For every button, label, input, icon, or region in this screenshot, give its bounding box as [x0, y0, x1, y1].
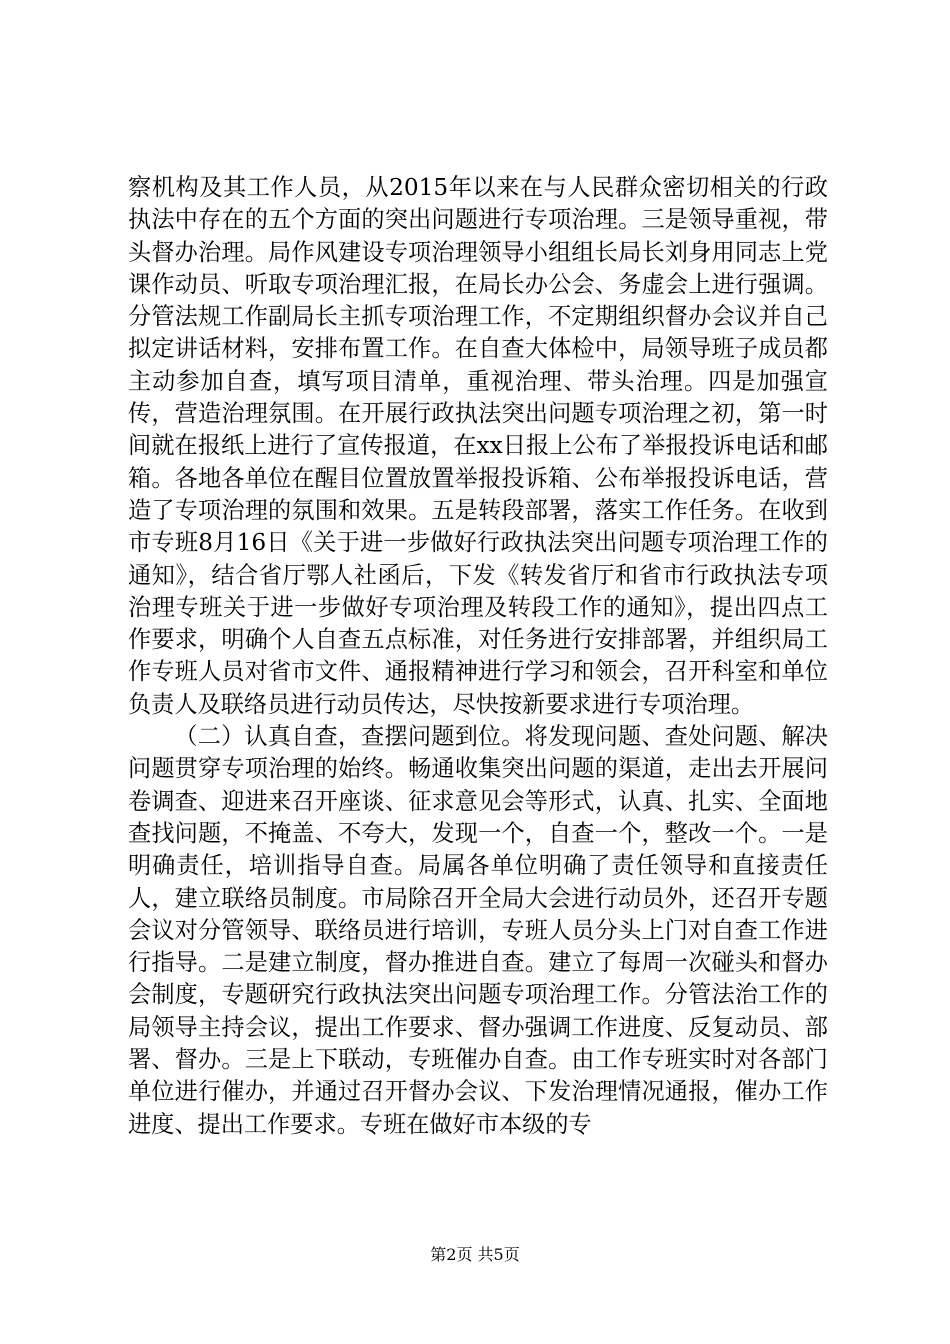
page-footer: 第2页 共5页 — [430, 1245, 520, 1264]
body-paragraph-2: （二）认真自查，查摆问题到位。将发现问题、查处问题、解决问题贯穿专项治理的始终。畅通收集突出问题的渠道，走出去开展问卷调查、迎进来召开座谈、征求意见会等形式，认真、扎实、全面地查找问题，不掩盖、不夸大，发现一个，自查一个，整改一个。一是明确责任，培训指导自查。局属各单位明确了责任领导和直接责任人，建立联络员制度。市局除召开全局大会进行动员外，还召开专题会议对分管领导、联络员进行培训，专班人员分头上门对自查工作进行指导。二是建立制度，督办推进自查。建立了每周一次碰头和督办会制度，专题研究行政执法突出问题专项治理工作。分管法治工作的局领导主持会议，提出工作要求、督办强调工作进度、反复动员、部署、督办。三是上下联动，专班催办自查。由工作专班实时对各部门单位进行催办，并通过召开督办会议、下发治理情况通报，催办工作进度、提出工作要求。专班在做好市本级的专 — [128, 723, 828, 1138]
body-paragraph-1: 察机构及其工作人员，从2015年以来在与人民群众密切相关的行政执法中存在的五个方面的突出问题进行专项治理。三是领导重视，带头督办治理。局作风建设专项治理领导小组组长局长刘身用同志上党课作动员、听取专项治理汇报，在局长办公会、务虚会上进行强调。分管法规工作副局长主抓专项治理工作，不定期组织督办会议并自己拟定讲话材料，安排布置工作。在自查大体检中，局领导班子成员都主动参加自查，填写项目清单，重视治理、带头治理。四是加强宣传，营造治理氛围。在开展行政执法突出问题专项治理之初，第一时间就在报纸上进行了宣传报道，在xx日报上公布了举报投诉电话和邮箱。各地各单位在醒目位置放置举报投诉箱、公布举报投诉电话，营造了专项治理的氛围和效果。五是转段部署，落实工作任务。在收到市专班8月16日《关于进一步做好行政执法突出问题专项治理工作的通知》，结合省厅鄂人社函后，下发《转发省厅和省市行政执法专项治理专班关于进一步做好专项治理及转段工作的通知》，提出四点工作要求，明确个人自查五点标准，对任务进行安排部署，并组织局工作专班人员对省市文件、通报精神进行学习和领会，召开科室和单位负责人及联络员进行动员传达，尽快按新要求进行专项治理。 — [128, 174, 828, 718]
document-body — [128, 172, 828, 1141]
